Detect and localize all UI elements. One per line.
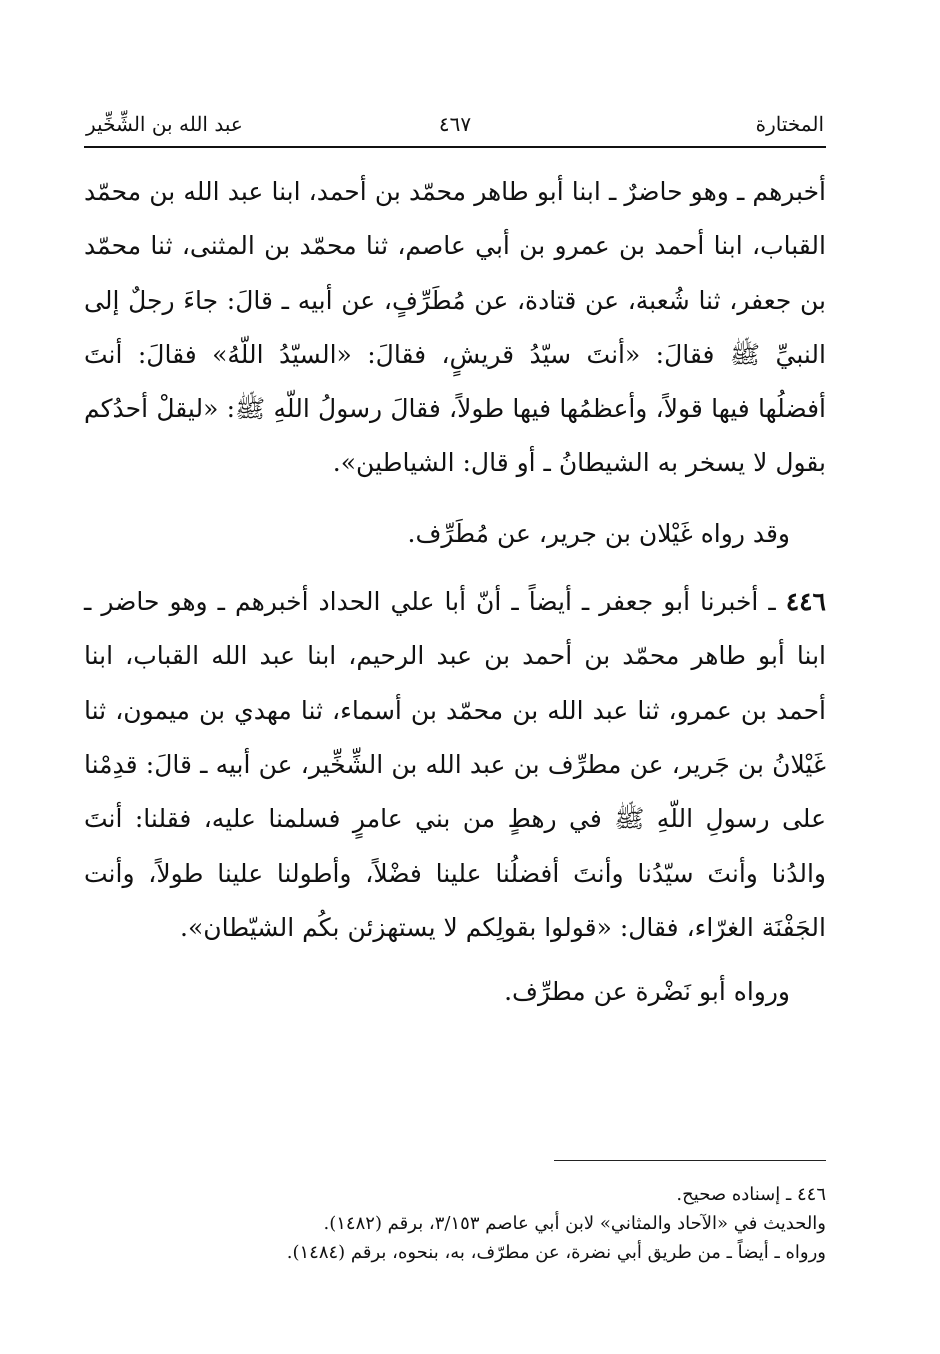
narration-note: وقد رواه غَيْلان بن جرير، عن مُطَرِّف. xyxy=(407,518,790,548)
chapter-name: عبد الله بن الشِّخِّير xyxy=(86,112,243,136)
narration-note-2: ورواه أبو نَضْرة عن مطرِّف. xyxy=(504,977,790,1007)
header-divider xyxy=(84,146,826,148)
page-number: ٤٦٧ xyxy=(438,112,472,136)
hadith-paragraph: أخبرهم ـ وهو حاضرٌ ـ ابنا أبو طاهر محمّد بن أحمد، ابنا عبد الله بن محمّد القباب، ابنا أحمد بن عمرو بن أبي عاصم، ثنا محمّد بن المثنى، ثنا محمّد بن جعفر، ثنا شُعبة، عن قتادة، عن مُطَرِّفٍ، عن أبيه ـ قالَ: جاءَ رجلٌ إلى النبيِّ ﷺ فقالَ: «أنتَ سيّدُ قريشٍ، فقالَ: «السيّدُ اللّهُ» فقالَ: أنتَ أفضلُها فيها قولاً، وأعظمُها فيها طولاً، فقالَ رسولُ اللّهِ ﷺ: «ليقلْ أحدُكم بقول لا يسخر به الشيطانُ ـ أو قال: الشياطين». xyxy=(84,177,826,478)
running-header xyxy=(84,100,826,140)
hadith-number: ٤٤٦ xyxy=(785,587,826,617)
footnotes xyxy=(84,1180,826,1267)
footnote-divider xyxy=(554,1160,826,1161)
footnote-line: والحديث في «الآحاد والمثاني» لابن أبي عاصم ٣/١٥٣، برقم (١٤٨٢). xyxy=(323,1213,826,1234)
footnote-line: ٤٤٦ ـ إسناده صحيح. xyxy=(676,1184,826,1205)
hadith-446-paragraph xyxy=(84,575,826,955)
footnote-line: ورواه ـ أيضاً ـ من طريق أبي نضرة، عن مطرّف، به، بنحوه، برقم (١٤٨٤). xyxy=(286,1242,826,1263)
main-text xyxy=(84,165,826,1019)
hadith-446-text: ـ أخبرنا أبو جعفر ـ أيضاً ـ أنّ أبا علي الحداد أخبرهم ـ وهو حاضر ـ ابنا أبو طاهر محمّد بن أحمد بن عبد الرحيم، ابنا عبد الله القباب، ابنا أحمد بن عمرو، ثنا عبد الله بن محمّد بن أسماء، ثنا مهدي بن ميمون، ثنا غَيْلانُ بن جَرير، عن مطرِّف بن عبد الله بن الشِّخِّير، عن أبيه ـ قالَ: قدِمْنا على رسولِ اللّهِ ﷺ في رهطٍ من بني عامرٍ فسلمنا عليه، فقلنا: أنتَ والدُنا وأنتَ سيّدُنا وأنتَ أفضلُنا علينا فضْلاً، وأطولنا علينا طولاً، وأنت الجَفْنَة الغرّاء، فقال: «قولوا بقولِكم لا يستهزئن بكُم الشيّطان». xyxy=(84,587,826,942)
book-title: المختارة xyxy=(755,112,824,136)
